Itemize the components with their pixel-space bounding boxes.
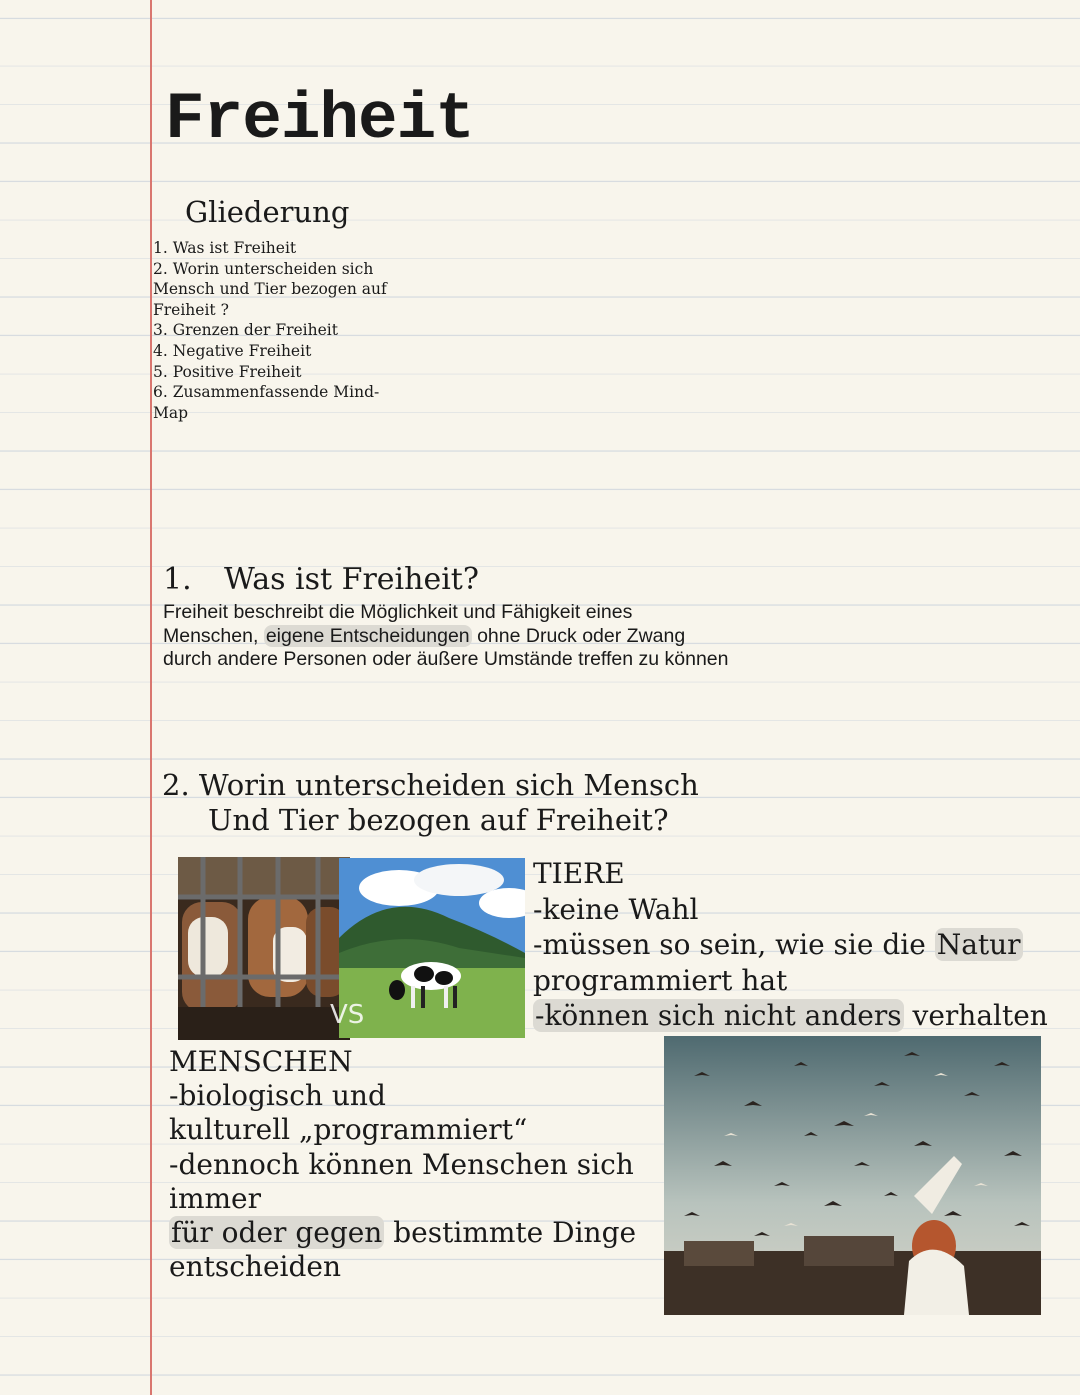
tiere-line: -keine Wahl: [533, 892, 699, 926]
tiere-line-text: -müssen so sein, wie sie die: [533, 928, 926, 961]
meadow-cow-photo: [339, 858, 525, 1038]
menschen-line: [169, 1216, 659, 1250]
section1-title: Was ist Freiheit?: [224, 562, 479, 597]
page-title: Freiheit: [165, 82, 474, 157]
outline-heading: Gliederung: [185, 195, 350, 229]
section1-definition: [163, 601, 733, 672]
tiere-heading: TIERE: [533, 857, 625, 890]
vs-label: VS: [330, 1000, 365, 1030]
tiere-text: [533, 856, 1048, 1034]
outline-item: 2. Worin unterscheiden sich Mensch und Tier bezogen auf Freiheit ?: [153, 259, 392, 319]
outline-list: [153, 238, 403, 423]
meadow-cow-image: [339, 858, 525, 1038]
definition-text-start: Freiheit beschreibt die Möglichkeit und Fähigkeit eines Menschen,: [163, 601, 633, 647]
outline-item: 6. Zusammenfassende Mind-Map: [153, 383, 380, 422]
section2-title-line1: 2. Worin unterscheiden sich Mensch: [162, 768, 699, 802]
freedom-birds-image: [664, 1036, 1041, 1315]
definition-text-end: ohne Druck oder Zwang durch andere Personen oder äußere Umstände treffen zu können: [163, 624, 729, 670]
outline-item: 3. Grenzen der Freiheit: [153, 321, 338, 340]
tiere-highlight: -können sich nicht anders: [535, 999, 902, 1032]
menschen-line: -biologisch und: [169, 1079, 386, 1113]
menschen-line: entscheiden: [169, 1250, 341, 1284]
section2-title-line2: Und Tier bezogen auf Freiheit?: [208, 803, 669, 837]
tiere-line: [533, 998, 1048, 1034]
menschen-line-text: bestimmte Dinge: [393, 1216, 637, 1250]
tiere-line: programmiert hat: [533, 963, 788, 997]
stable-cows-photo: [178, 857, 350, 1040]
tiere-line-text: verhalten: [912, 999, 1048, 1032]
tiere-line: [533, 927, 1048, 963]
menschen-heading: MENSCHEN: [169, 1045, 353, 1078]
definition-highlight: eigene Entscheidungen: [265, 624, 470, 647]
tiere-highlight: Natur: [936, 928, 1021, 961]
section2-title: [162, 768, 699, 838]
menschen-line: immer: [169, 1181, 262, 1215]
menschen-line: kulturell „programmiert“: [169, 1113, 528, 1147]
margin-line: [150, 0, 152, 1395]
outline-item: 5. Positive Freiheit: [153, 362, 302, 381]
section1-number: 1.: [163, 562, 192, 597]
outline-item: 4. Negative Freiheit: [153, 341, 312, 360]
outline-item: 1. Was ist Freiheit: [153, 239, 297, 257]
freedom-birds-photo: [664, 1036, 1041, 1315]
menschen-line: -dennoch können Menschen sich: [169, 1147, 634, 1181]
stable-cows-image: [178, 857, 350, 1040]
menschen-text: [169, 1045, 659, 1284]
menschen-highlight: für oder gegen: [171, 1216, 383, 1250]
